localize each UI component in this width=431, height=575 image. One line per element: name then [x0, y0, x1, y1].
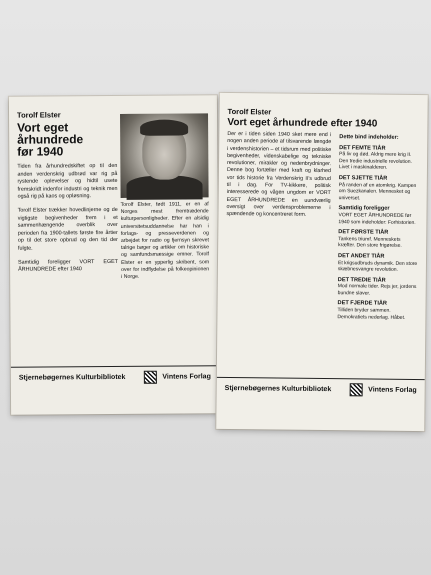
left-text-column — [17, 110, 118, 274]
right-title: Vort eget århundrede efter 1940 — [227, 117, 378, 130]
left-paragraph-2: Torolf Elster trækker hovedlinjerne og de vigtigste begivenheder frem i et sammenhængende overblik over perioden fra 1900-tallets første fire årtier op til det store opbrud og den tid der fulgte. — [17, 206, 118, 252]
contents-section-text: På liv og død. Aldrig mere krig II. Den tredie industrielle revolution. Livet i maskinalderen. — [338, 151, 412, 172]
right-main-text: Der er i tiden siden 1940 sket mere end i nogen anden periode af tilsvarende længde i verdenshistorien – et tidsrum med politiske begivenheder, videnskabelige og tekniske revolutioner, mirakler og nedenbrydninger. Denne bog fortæller med kraft og klarhed vor tids historie fra Verdenskrig II's udbrud til i dag. For TV-kikkere, politisk interesserede og vågen ungdom er VORT EGET ÅRHUNDREDE en uundværlig oversigt over verdensproblemerne i spændende og koncentreret form. — [226, 131, 332, 219]
contents-section-text: Et krigsudbruds dynamik. Den store skæbnesvangre revolution. — [337, 259, 418, 273]
left-publisher: Vintens Forlag — [162, 373, 211, 381]
contents-section-text: Tilliden bryder sammen. Demokratiets nederlag. Håbet. — [337, 307, 406, 321]
left-title: Vort eget århundrede før 1940 — [17, 120, 84, 159]
left-author: Torolf Elster — [16, 110, 61, 120]
contents-section-text: Tankens triumf. Menneskets kræfter. Den store frigørelse. — [338, 235, 402, 250]
publisher-logo-icon — [143, 371, 156, 384]
right-author: Torolf Elster — [227, 107, 272, 117]
right-publisher: Vintens Forlag — [368, 386, 417, 394]
left-footer — [11, 365, 219, 388]
left-book-back-cover — [9, 95, 219, 414]
contents-section-heading: DET FØRSTE TIÅR — [338, 229, 389, 236]
left-paragraph-1: Tiden fra århundredskiftet op til den anden verdenskrig udbrød var rig på rystende oplevelser og hidtil usete fremskridt indenfor industri og teknik men også rig på kaos og opløsning. — [17, 162, 118, 201]
right-footer — [217, 377, 425, 401]
contents-section-heading: DET TREDIE TIÅR — [337, 276, 386, 284]
contents-section-text: Mod normale tider. Rejs jer, jordens bundne slaver. — [337, 283, 417, 297]
right-book-back-cover — [216, 93, 428, 431]
contents-heading: Dette bind indeholder: — [339, 134, 399, 141]
publisher-logo-icon — [349, 383, 362, 396]
left-paragraph-3: Samtidig foreligger VORT EGET ÅRHUNDREDE efter 1940 — [18, 258, 119, 273]
contents-section-heading: DET FJERDE TIÅR — [337, 300, 388, 308]
right-series-name: Stjernebøgernes Kulturbibliotek — [224, 384, 332, 394]
contents-section-text: VORT EGET ÅRHUNDREDE før 1940 som indeholder: Forhistorien. — [338, 212, 416, 226]
left-series-name: Stjernebøgernes Kulturbibliotek — [18, 373, 126, 382]
contents-list — [337, 134, 419, 321]
contents-section-heading: DET FEMTE TIÅR — [339, 144, 386, 152]
author-portrait-photo — [120, 113, 209, 198]
author-bio: Torolf Elster, født 1911, er en af Norges mest fremtrædende kulturpersonligheder. Efter en alsidig universitetsuddannelse har han i forlags- og presseverdenen og arbejdet for radio og fjernsyn skrevet talrige bøger og artikler om historiske og samfundsmæssige emner. Torolf Elster er en ypperlig skribent, som over for indflydelse på folkeopinionen i Norge. — [120, 201, 210, 280]
contents-section-heading: DET SJETTE TIÅR — [338, 175, 388, 182]
contents-section-heading: DET ANDET TIÅR — [338, 253, 385, 260]
contents-section-heading: Samtidig foreligger — [338, 205, 390, 213]
contents-section-text: På randen af en atomkrig. Kampen om Suezkanalen. Mennesket og universet. — [338, 181, 417, 202]
